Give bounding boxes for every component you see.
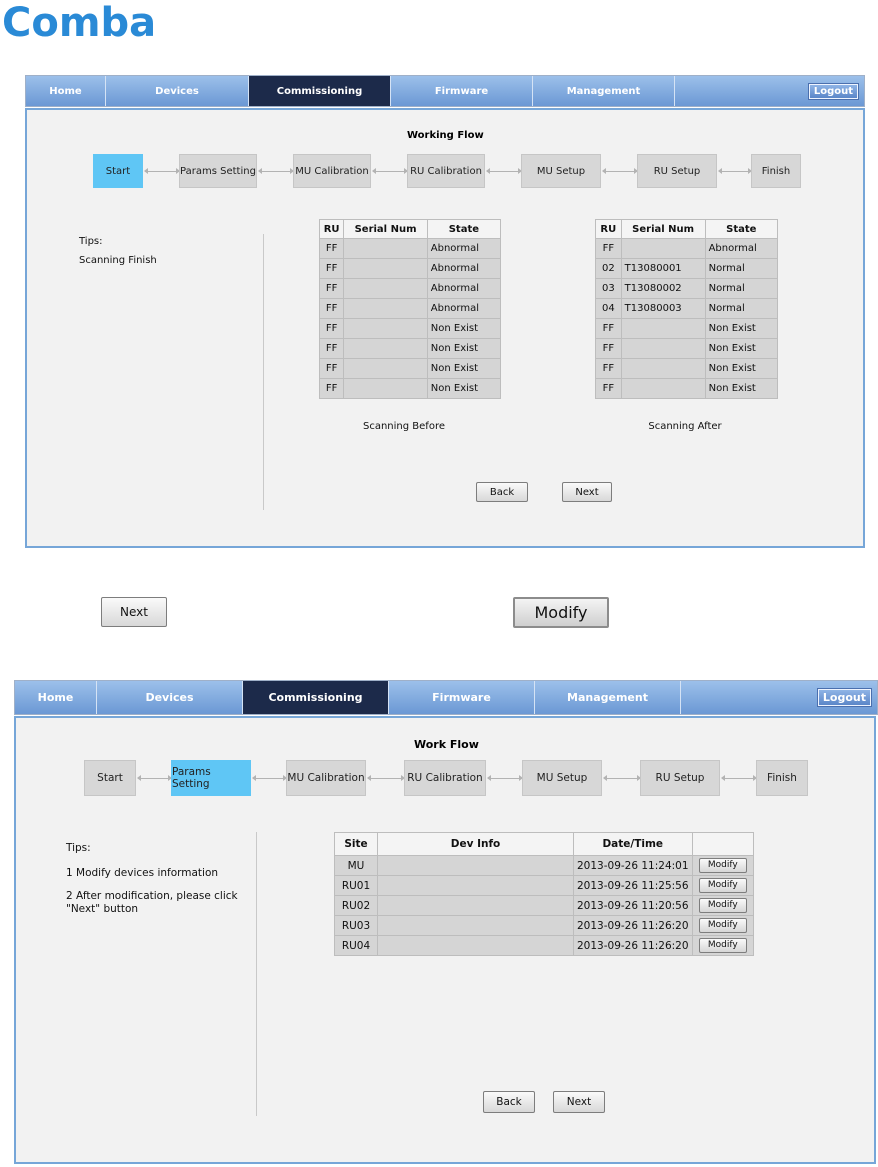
column-header: Serial Num: [622, 220, 705, 238]
step-start[interactable]: Start: [93, 154, 143, 188]
scanning-before-table: [319, 219, 501, 399]
table-cell: [344, 379, 426, 398]
logout-area: [675, 76, 864, 106]
table-cell: RU04: [335, 936, 377, 955]
step-mu-calibration[interactable]: MU Calibration: [286, 760, 366, 796]
flow-arrow: [488, 778, 522, 779]
column-header: RU: [596, 220, 621, 238]
step-params-setting[interactable]: Params Setting: [179, 154, 257, 188]
column-header: Dev Info: [378, 833, 573, 855]
table-row: [320, 359, 500, 378]
tips-line: Scanning Finish: [79, 255, 157, 266]
table-cell: Abnormal: [428, 259, 500, 278]
table-cell: [693, 916, 753, 935]
table-cell: Non Exist: [428, 359, 500, 378]
table-cell: FF: [320, 259, 343, 278]
flow-arrow: [253, 778, 286, 779]
table-cell: FF: [320, 319, 343, 338]
table-cell: [693, 856, 753, 875]
table-cell: [344, 239, 426, 258]
table-cell: [622, 319, 705, 338]
table-cell: FF: [596, 359, 621, 378]
logout-area: [681, 681, 877, 714]
tab-devices[interactable]: Devices: [106, 76, 249, 106]
table-cell: Non Exist: [706, 319, 777, 338]
table-header-row: [335, 833, 753, 855]
table-cell: Normal: [706, 279, 777, 298]
table-cell: Abnormal: [706, 239, 777, 258]
table-cell: [693, 896, 753, 915]
table-cell: Non Exist: [706, 379, 777, 398]
tab-commissioning[interactable]: Commissioning: [243, 681, 389, 714]
caption-scanning-before: Scanning Before: [363, 421, 445, 432]
table-cell: [693, 936, 753, 955]
step-start[interactable]: Start: [84, 760, 136, 796]
legend-next-button: Next: [101, 597, 167, 627]
legend-modify-button: Modify: [513, 597, 609, 628]
tab-management[interactable]: Management: [535, 681, 681, 714]
table-cell: FF: [320, 339, 343, 358]
table-cell: [622, 339, 705, 358]
flow-arrow: [604, 778, 640, 779]
step-mu-setup[interactable]: MU Setup: [522, 760, 602, 796]
tips-line: 2 After modification, please click "Next" button: [66, 890, 238, 916]
table-cell: Normal: [706, 259, 777, 278]
step-mu-setup[interactable]: MU Setup: [521, 154, 601, 188]
table-cell: Non Exist: [428, 319, 500, 338]
step-finish[interactable]: Finish: [751, 154, 801, 188]
table-cell: 03: [596, 279, 621, 298]
tips-panel: [66, 842, 246, 921]
table-row: [335, 896, 753, 915]
table-cell: [693, 876, 753, 895]
table-cell: Non Exist: [706, 339, 777, 358]
table-cell: RU02: [335, 896, 377, 915]
table-cell: [622, 379, 705, 398]
table-row: [320, 379, 500, 398]
step-finish[interactable]: Finish: [756, 760, 808, 796]
column-header: Date/Time: [574, 833, 692, 855]
table-row: [596, 239, 777, 258]
next-button[interactable]: Next: [553, 1091, 605, 1113]
table-cell: FF: [596, 319, 621, 338]
table-cell: [344, 279, 426, 298]
table-cell: [344, 359, 426, 378]
flow-arrow: [603, 171, 637, 172]
column-header: State: [706, 220, 777, 238]
table-row: [335, 856, 753, 875]
svg-text:Comba: Comba: [2, 3, 157, 41]
table-row: [320, 279, 500, 298]
table-cell: Non Exist: [428, 339, 500, 358]
table-cell: 02: [596, 259, 621, 278]
scanning-after-table: [595, 219, 778, 399]
commissioning-panel: [25, 108, 865, 548]
table-cell: [344, 339, 426, 358]
logout-button[interactable]: Logout: [818, 689, 871, 706]
tab-devices[interactable]: Devices: [97, 681, 243, 714]
table-row: [320, 239, 500, 258]
table-cell: 2013-09-26 11:25:56: [574, 876, 692, 895]
table-cell: [344, 319, 426, 338]
table-cell: FF: [320, 379, 343, 398]
flow-arrow: [722, 778, 756, 779]
divider: [256, 832, 257, 1116]
flow-arrow: [487, 171, 521, 172]
table-row: [596, 359, 777, 378]
modify-button[interactable]: Modify: [699, 858, 747, 873]
divider: [263, 234, 264, 510]
tab-home[interactable]: Home: [15, 681, 97, 714]
table-header-row: [596, 220, 777, 238]
table-cell: [378, 916, 573, 935]
modify-button[interactable]: Modify: [699, 898, 747, 913]
table-cell: RU01: [335, 876, 377, 895]
table-cell: Abnormal: [428, 299, 500, 318]
table-cell: FF: [596, 379, 621, 398]
tab-home[interactable]: Home: [26, 76, 106, 106]
flow-arrow: [368, 778, 404, 779]
tips-line: 1 Modify devices information: [66, 867, 219, 880]
column-header: RU: [320, 220, 343, 238]
table-row: [596, 259, 777, 278]
tab-management[interactable]: Management: [533, 76, 675, 106]
table-cell: [344, 259, 426, 278]
step-ru-setup[interactable]: RU Setup: [640, 760, 720, 796]
table-cell: 2013-09-26 11:20:56: [574, 896, 692, 915]
top-nav-bar: [14, 680, 878, 715]
table-row: [596, 319, 777, 338]
device-info-table: [334, 832, 754, 956]
flow-title: Working Flow: [407, 130, 484, 141]
next-button[interactable]: Next: [562, 482, 612, 502]
table-cell: [622, 359, 705, 378]
table-cell: [622, 239, 705, 258]
table-cell: FF: [596, 339, 621, 358]
top-nav-bar: [25, 75, 865, 107]
caption-scanning-after: Scanning After: [648, 421, 722, 432]
table-cell: Non Exist: [706, 359, 777, 378]
table-cell: [378, 936, 573, 955]
table-row: [335, 936, 753, 955]
table-cell: T13080003: [622, 299, 705, 318]
table-row: [335, 916, 753, 935]
table-cell: Non Exist: [428, 379, 500, 398]
table-row: [596, 379, 777, 398]
tips-heading: Tips:: [66, 842, 91, 854]
table-cell: FF: [596, 239, 621, 258]
commissioning-panel: [14, 716, 876, 1164]
table-cell: [344, 299, 426, 318]
flow-arrow: [259, 171, 293, 172]
table-row: [596, 299, 777, 318]
table-header-row: [320, 220, 500, 238]
tab-firmware[interactable]: Firmware: [389, 681, 535, 714]
table-cell: [378, 856, 573, 875]
step-ru-calibration[interactable]: RU Calibration: [407, 154, 485, 188]
table-cell: T13080002: [622, 279, 705, 298]
flow-arrow: [719, 171, 751, 172]
flow-arrow: [145, 171, 179, 172]
table-row: [320, 259, 500, 278]
table-cell: Abnormal: [428, 279, 500, 298]
table-row: [320, 339, 500, 358]
table-cell: FF: [320, 359, 343, 378]
table-row: [320, 299, 500, 318]
table-cell: FF: [320, 279, 343, 298]
modify-button[interactable]: Modify: [699, 878, 747, 893]
step-mu-calibration[interactable]: MU Calibration: [293, 154, 371, 188]
table-cell: 04: [596, 299, 621, 318]
modify-button[interactable]: Modify: [699, 918, 747, 933]
step-ru-setup[interactable]: RU Setup: [637, 154, 717, 188]
table-cell: MU: [335, 856, 377, 875]
table-row: [596, 279, 777, 298]
table-cell: 2013-09-26 11:26:20: [574, 916, 692, 935]
tab-firmware[interactable]: Firmware: [391, 76, 533, 106]
table-cell: FF: [320, 239, 343, 258]
column-header: Serial Num: [344, 220, 426, 238]
table-row: [320, 319, 500, 338]
column-header: State: [428, 220, 500, 238]
table-cell: Normal: [706, 299, 777, 318]
table-row: [335, 876, 753, 895]
back-button[interactable]: Back: [476, 482, 528, 502]
step-params-setting[interactable]: Params Setting: [171, 760, 251, 796]
tips-heading: Tips:: [79, 236, 103, 247]
table-cell: [378, 876, 573, 895]
table-cell: [378, 896, 573, 915]
column-header: [693, 833, 753, 855]
flow-arrow: [138, 778, 171, 779]
table-row: [596, 339, 777, 358]
tips-panel: [79, 234, 157, 272]
step-ru-calibration[interactable]: RU Calibration: [404, 760, 486, 796]
table-cell: 2013-09-26 11:24:01: [574, 856, 692, 875]
table-cell: 2013-09-26 11:26:20: [574, 936, 692, 955]
flow-title: Work Flow: [414, 738, 479, 751]
column-header: Site: [335, 833, 377, 855]
modify-button[interactable]: Modify: [699, 938, 747, 953]
table-cell: T13080001: [622, 259, 705, 278]
table-cell: FF: [320, 299, 343, 318]
table-cell: Abnormal: [428, 239, 500, 258]
flow-arrow: [373, 171, 407, 172]
logout-button[interactable]: Logout: [809, 84, 858, 99]
back-button[interactable]: Back: [483, 1091, 535, 1113]
comba-logo: [2, 3, 182, 41]
table-cell: RU03: [335, 916, 377, 935]
tab-commissioning[interactable]: Commissioning: [249, 76, 391, 106]
